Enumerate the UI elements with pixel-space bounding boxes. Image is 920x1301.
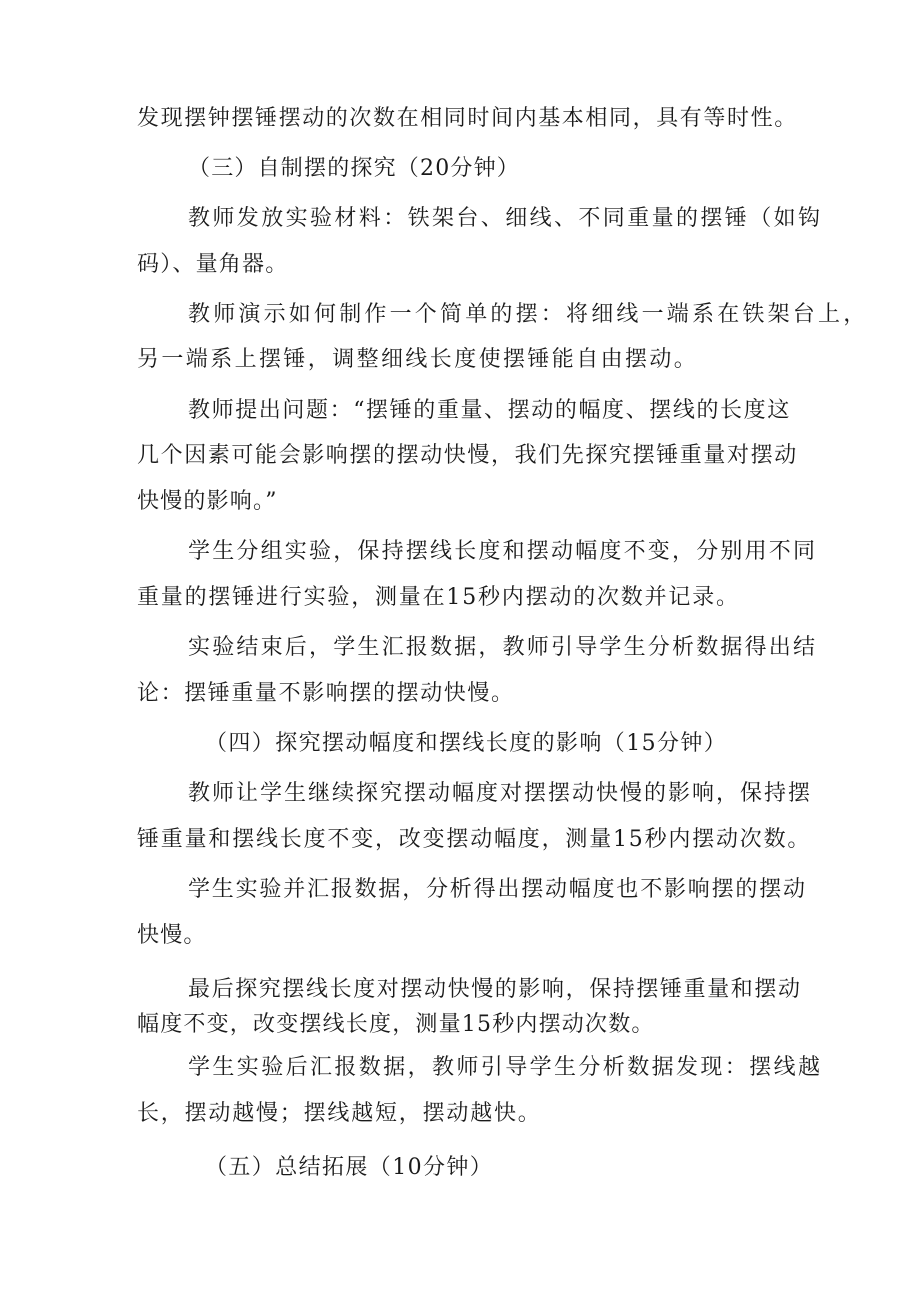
paragraph-line: 另一端系上摆锤，调整细线长度使摆锤能自由摆动。 [137,347,699,372]
section-heading-5: （五）总结拓展（10分钟） [205,1155,494,1180]
paragraph-line: 长，摆动越慢；摆线越短，摆动越快。 [137,1101,542,1126]
paragraph-line: 教师让学生继续探究摆动幅度对摆摆动快慢的影响，保持摆 [188,781,813,806]
paragraph-line: 重量的摆锤进行实验，测量在15秒内摆动的次数并记录。 [137,585,740,610]
paragraph-line: 快慢。 [137,923,207,948]
paragraph-line: 几个因素可能会影响摆的摆动快慢，我们先探究摆锤重量对摆动 [137,443,798,468]
paragraph-line: 发现摆钟摆锤摆动的次数在相同时间内基本相同，具有等时性。 [137,106,798,131]
paragraph-line: 锤重量和摆线长度不变，改变摆动幅度，测量15秒内摆动次数。 [137,827,812,852]
paragraph-line: 论：摆锤重量不影响摆的摆动快慢。 [137,681,515,706]
paragraph-line: 学生实验并汇报数据，分析得出摆动幅度也不影响摆的摆动 [188,877,807,902]
paragraph-line: 学生实验后汇报数据，教师引导学生分析数据发现：摆线越 [188,1055,823,1080]
paragraph-line: 最后探究摆线长度对摆动快慢的影响，保持摆锤重量和摆动 [188,977,802,1002]
paragraph-line: 码）、量角器。 [137,252,289,277]
paragraph-line: 快慢的影响。” [137,489,278,514]
paragraph-line: 教师演示如何制作一个简单的摆：将细线一端系在铁架台上， [188,302,869,327]
paragraph-line: 学生分组实验，保持摆线长度和摆动幅度不变，分别用不同 [188,539,818,564]
paragraph-line: 教师提出问题：“摆锤的重量、摆动的幅度、摆线的长度这 [188,398,791,423]
paragraph-line: 实验结束后，学生汇报数据，教师引导学生分析数据得出结 [188,635,818,660]
paragraph-line: 幅度不变，改变摆线长度，测量15秒内摆动次数。 [137,1012,655,1037]
section-heading-4: （四）探究摆动幅度和摆线长度的影响（15分钟） [205,731,728,756]
section-heading-3: （三）自制摆的探究（20分钟） [188,156,520,181]
paragraph-line: 教师发放实验材料：铁架台、细线、不同重量的摆锤（如钩 [188,206,823,231]
